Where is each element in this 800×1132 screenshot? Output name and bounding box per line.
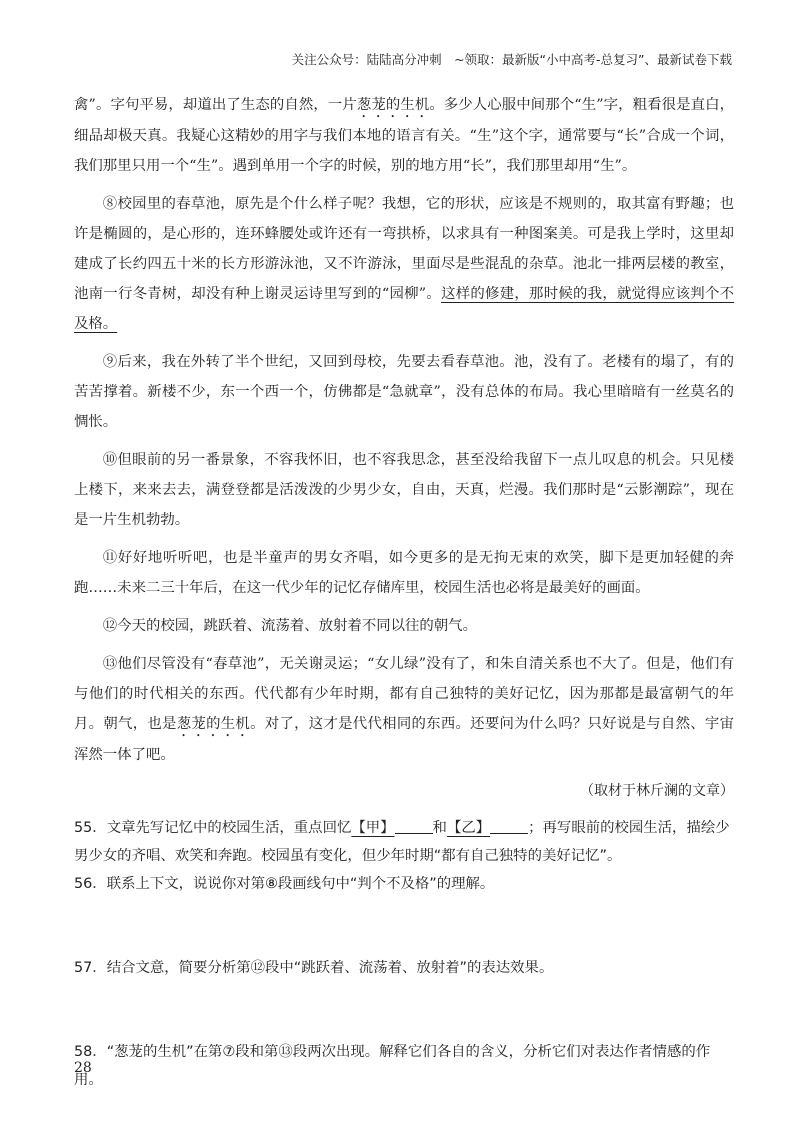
page-number: 28: [74, 1060, 92, 1076]
article-body: [74, 90, 734, 1094]
answer-space[interactable]: [74, 898, 734, 954]
text: 。多少人心服中间那个“生”字，粗看很是直白，细品却极天真。我疑心这精妙的用字与我们本地的语言有关。“生”这个字，通常要与“长”合成一个词，我们那里只用一个“生”。遇到单用一个字的时候，别的地方用“长”，我们那里却用“生”。: [74, 97, 734, 174]
question-58: 58．“葱茏的生机”在第⑦段和第⑬段两次出现。解释它们各自的含义，分析它们对表达作者情感的作用。: [74, 1044, 711, 1088]
text: ⑧校园里的春草池，原先是个什么样子呢？我想，它的形状，应该是不规则的，取其富有野趣；也许是椭圆的，是心形的，连环蜂腰处或许还有一弯拱桥，以求具有一种图案美。可是我上学时，这里却建成了长约四五十米的长方形游泳池，又不许游泳，里面尽是些混乱的杂草。池北一排两层楼的教室，池南一行冬青树，却没有种上谢灵运诗里写到的“园柳”。: [74, 196, 734, 302]
blank-label-yi: 【乙】: [446, 820, 491, 836]
dotted-phrase: 葱茏的生机: [356, 97, 430, 113]
question-55: [74, 814, 734, 870]
source-citation: （取材于林斤澜的文章）: [580, 783, 734, 799]
answer-blank[interactable]: [395, 817, 433, 834]
paragraph-7-tail: [74, 90, 734, 181]
text: 55．文章先写记忆中的校园生活，重点回忆: [74, 820, 352, 836]
question-57: 57．结合文意，简要分析第⑫段中“跳跃着、流荡着、放射着”的表达效果。: [74, 960, 554, 976]
text: 禽”。字句平易，却道出了生态的自然，一片: [74, 97, 357, 113]
text: 和: [432, 820, 447, 836]
underlined-sentence: 这样的修建，那时候的我，就觉得应该判个不及格。: [74, 286, 734, 332]
answer-space[interactable]: [74, 982, 734, 1038]
paragraph-10: ⑩但眼前的另一番景象，不容我怀旧，也不容我思念，甚至没给我留下一点儿叹息的机会。只见楼上楼下，来来去去，满登登都是活泼泼的少男少女，自由，天真，烂漫。我们那时是“云影潮踪”，现在是一片生机勃勃。: [74, 452, 734, 528]
question-56: 56．联系上下文，说说你对第⑧段画线句中“判个不及格”的理解。: [74, 876, 495, 892]
text: 。对了，这才是代代相同的东西。还要问为什么吗？只好说是与自然、宇宙浑然一体了吧。: [74, 716, 734, 763]
header-note: 关注公众号：陆陆高分冲刺 ~领取：最新版“小中高考-总复习”、最新试卷下载: [291, 52, 732, 67]
paragraph-11: ⑪好好地听听吧，也是半童声的男女齐唱，如今更多的是无拘无束的欢笑，脚下是更加轻健的奔跑……未来二三十年后，在这一代少年的记忆存储库里，校园生活也必将是最美好的画面。: [74, 550, 734, 596]
dotted-phrase: 葱茏的生机: [176, 716, 251, 732]
answer-blank[interactable]: [490, 817, 528, 834]
text: ⑬他们尽管没有“春草池”，无关谢灵运；“女儿绿”没有了，和朱自清关系也不大了。但是，他们有与他们的时代相关的东西。代代都有少年时期，都有自己独特的美好记忆，因为那都是最富朝气的年月。朝气，也是: [74, 656, 734, 732]
paragraph-13: [74, 649, 734, 770]
text: ；再写眼前的校园生活，描绘少男少女的齐唱、欢笑和奔跑。校园虽有变化，但少年时期“都有自己独特的美好记忆”。: [74, 820, 730, 864]
blank-label-jia: 【甲】: [351, 820, 395, 836]
paragraph-8: [74, 189, 734, 339]
paragraph-9: ⑨后来，我在外转了半个世纪，又回到母校，先要去看春草池。池，没有了。老楼有的塌了，有的苦苦撑着。新楼不少，东一个西一个，仿佛都是“急就章”，没有总体的布局。我心里暗暗有一丝莫名的惆怅。: [74, 354, 734, 430]
paragraph-12: ⑫今天的校园，跳跃着、流荡着、放射着不同以往的朝气。: [102, 618, 477, 634]
